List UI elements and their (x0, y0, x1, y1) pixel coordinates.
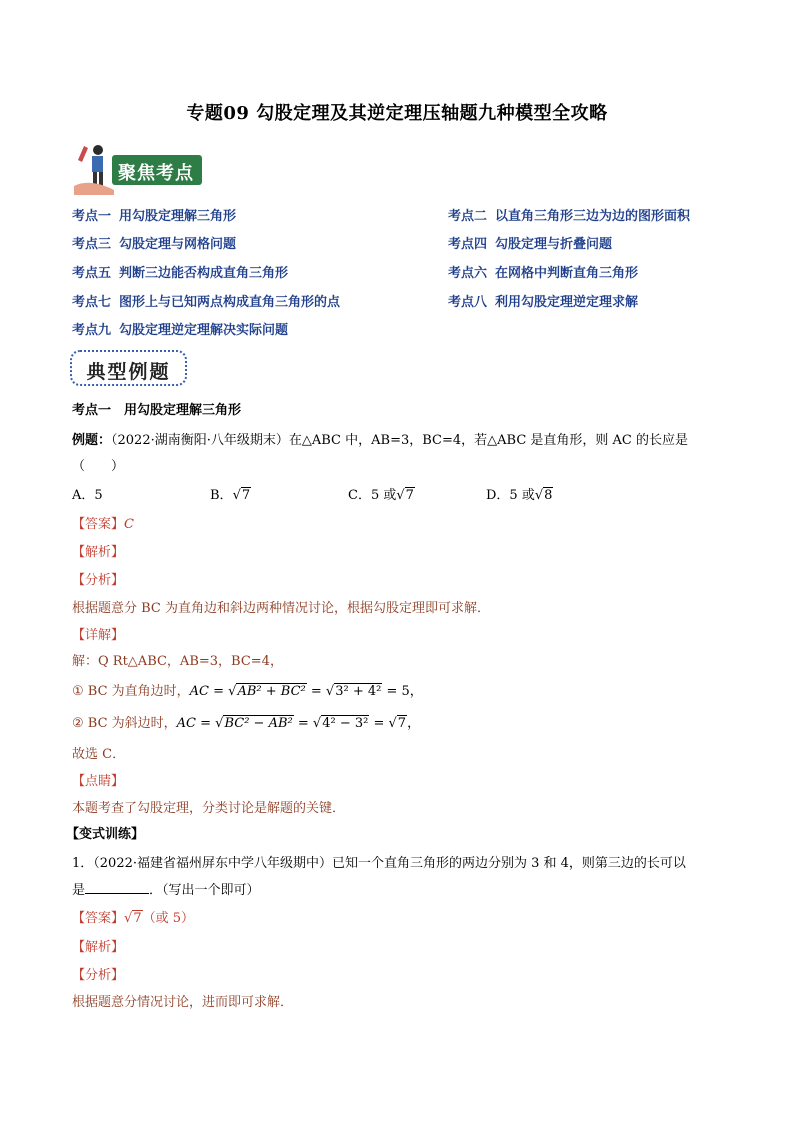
typical-examples-heading: 典型例题 (70, 350, 187, 386)
kaodian-6[interactable]: 考点六 在网格中判断直角三角形 (448, 266, 639, 281)
kaodian-5[interactable]: 考点五 判断三边能否构成直角三角形 (72, 266, 289, 281)
fenxi-2-label: 【分析】 (72, 968, 125, 983)
example-paren: （ ） (72, 459, 125, 474)
kaodian-3[interactable]: 考点三 勾股定理与网格问题 (72, 237, 237, 252)
solution-line-3: ② BC 为斜边时，AC = √BC² − AB² = √4² − 3² = √7， (72, 716, 421, 731)
answer-line: 【答案】C (72, 517, 134, 532)
badge-label: 聚焦考点 (118, 163, 194, 184)
section-heading: 考点一 用勾股定理解三角形 (72, 403, 242, 418)
variant-training-heading: 【变式训练】 (66, 827, 145, 842)
option-c[interactable]: C．5 或√7 (348, 488, 414, 503)
sqrt-icon: √7 (396, 488, 414, 503)
sqrt-icon: √8 (534, 488, 553, 503)
option-a[interactable]: A．5 (72, 488, 103, 503)
solution-line-1: 解：Q Rt△ABC，AB=3，BC=4， (72, 654, 283, 669)
kaodian-7[interactable]: 考点七 图形上与已知两点构成直角三角形的点 (72, 295, 341, 310)
kaodian-9[interactable]: 考点九 勾股定理逆定理解决实际问题 (72, 323, 289, 338)
example-question: 例题：（2022·湖南衡阳·八年级期末）在△ABC 中，AB=3，BC=4，若△ABC 是直角形，则 AC 的长应是 (72, 433, 688, 448)
dianjing-text: 本题考查了勾股定理，分类讨论是解题的关键． (72, 801, 346, 816)
dianjing-label: 【点睛】 (72, 774, 125, 789)
jiexi-2-label: 【解析】 (72, 940, 125, 955)
question-1-line-2: 是 ．（写出一个即可） (72, 883, 260, 898)
option-d[interactable]: D．5 或√8 (486, 488, 553, 503)
kaodian-8[interactable]: 考点八 利用勾股定理逆定理求解 (448, 295, 639, 310)
answer-2-line: 【答案】√7（或 5） (72, 911, 194, 926)
jiexi-label: 【解析】 (72, 545, 125, 560)
question-1-line-1: 1．（2022·福建省福州屏东中学八年级期中）已知一个直角三角形的两边分别为 3 和 4，则第三边的长可以 (72, 856, 686, 871)
kaodian-1[interactable]: 考点一 用勾股定理解三角形 (72, 209, 237, 224)
fenxi-2-text: 根据题意分情况讨论，进而即可求解． (72, 995, 294, 1010)
kaodian-4[interactable]: 考点四 勾股定理与折叠问题 (448, 237, 613, 252)
answer-blank[interactable] (85, 881, 149, 894)
kaodian-2[interactable]: 考点二 以直角三角形三边为边的图形面积 (448, 209, 691, 224)
solution-line-2: ① BC 为直角边时，AC = √AB² + BC² = √3² + 4² = 5， (72, 684, 423, 699)
xiangjie-label: 【详解】 (72, 628, 125, 643)
sqrt-icon: √7 (232, 488, 251, 503)
sqrt-icon: √7 (124, 911, 142, 926)
page-title: 专题09 勾股定理及其逆定理压轴题九种模型全攻略 (186, 103, 608, 124)
focus-badge (70, 140, 205, 195)
solution-conclusion: 故选 C． (72, 747, 126, 762)
option-b[interactable]: B．√7 (210, 488, 251, 503)
fenxi-label: 【分析】 (72, 573, 125, 588)
fenxi-text: 根据题意分 BC 为直角边和斜边两种情况讨论，根据勾股定理即可求解． (72, 601, 491, 616)
